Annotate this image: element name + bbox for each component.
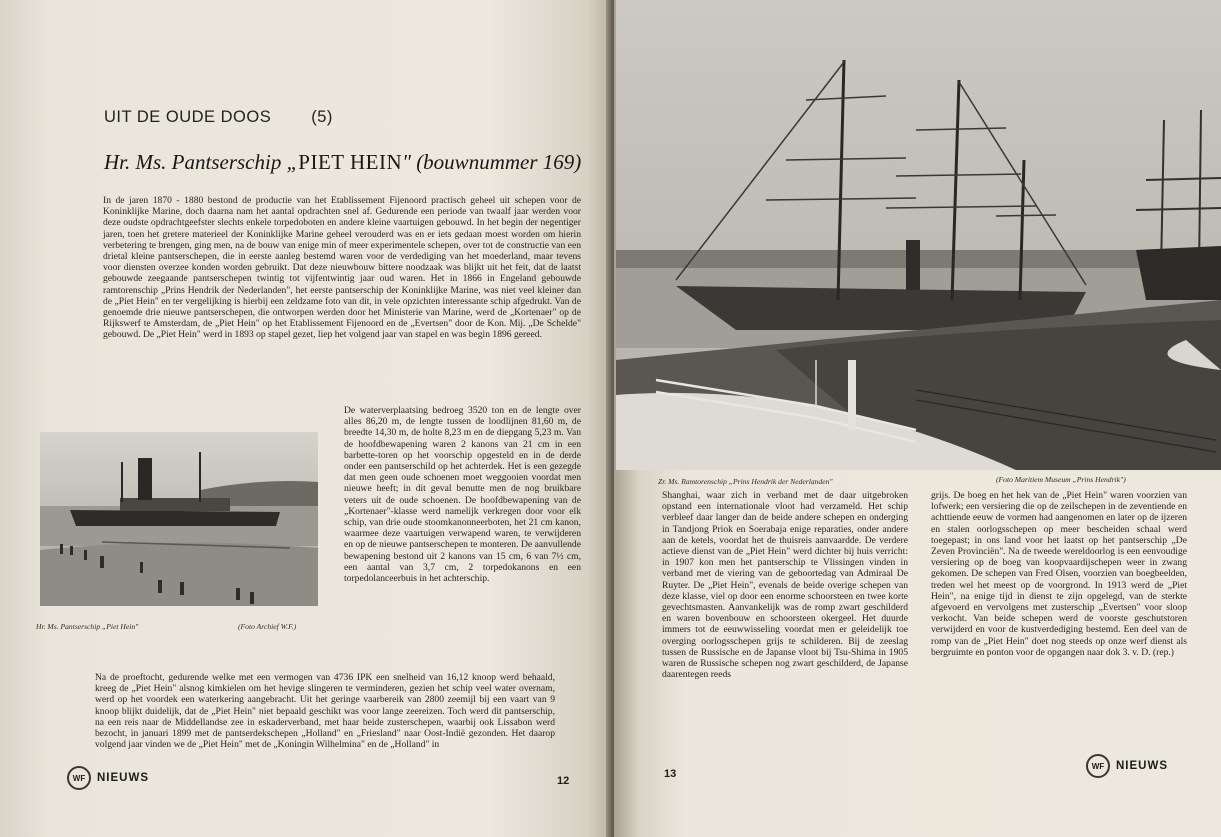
series-title: [104, 108, 333, 127]
photo-caption-right: Zr. Ms. Ramtorenschip „Prins Hendrik der Nederlanden": [658, 477, 833, 486]
prins-hendrik-photo: [616, 0, 1221, 470]
intro-paragraph: In de jaren 1870 - 1880 bestond de productie van het Etablissement Fijenoord practisch geheel uit schepen voor de Koninklijke Marine, doch daarna nam het aantal opdrachten snel af. Gedurende een periode van twaalf jaar werden voor deze oudste opdrachtgeefster slechts enkele torpedoboten en andere kleine vaartuigen gebouwd. In het begin der negentiger jaren, toen het gretere materieel der Koninklijke Marine geheel verouderd was en er iets gedaan moest worden om hierin verbetering te brengen, ging men, na de bouw van enige min of meer experimentele schepen, over tot de constructie van een drietal kleine pantserschepen, die in eerste aanleg bestemd waren voor de verdediging van het moederland, maar tevens voor diensten overzee konden worden gebruikt. Dat deze nieuwbouw bittere noodzaak was blijkt uit het feit, dat de laatst gebouwde zeegaande pantserschepen twintig tot vijfentwintig jaar oud waren. Het in 1866 in Engeland gebouwde ramtorenschip „Prins Hendrik der Nederlanden", het eerste pantserschip der Koninklijke Marine, was niet veel kleiner dan de „Piet Hein" en ter vergelijking is hierbij een zeldzame foto van dit, in vele opzichten interessante schip afgedrukt. Van de genoemde drie nieuwe pantserschepen, die ontworpen werden door het Ministerie van Marine, werd de „Kortenaer" op de Rijkswerf te Amsterdam, de „Piet Hein" op het Etablissement Fijenoord en de „Evertsen" door de Kon. Mij. „De Schelde" gebouwd. De „Piet Hein" werd in 1893 op stapel gezet, liep het volgend jaar van stapel en was begin 1896 gereed.: [103, 195, 581, 341]
article-headline: [104, 150, 581, 175]
lower-paragraph: Na de proeftocht, gedurende welke met een vermogen van 4736 IPK een snelheid van 16,12 knoop werd behaald, kreeg de „Piet Hein" alsnog kimkielen om het hevige slingeren te verminderen, gezien het schip veel water overnam, werd op het voordek een waterkering aangebracht. Uit het geringe vaarbereik van 2800 zeemijl bij een vaart van 9 knoop blijkt duidelijk, dat de „Piet Hein" niet bepaald geschikt was voor lange zeereizen. Toch werd dit pantserschip, na een reis naar de Middellandse zee in eskaderverband, met haar beide zusterschepen, waarbij ook Lissabon werd bezocht, in januari 1899 met de pantserdekschepen „Holland" en „Friesland" naar Oost-Indië gezonden. Het daarop volgend jaar vinden we de „Piet Hein" met de „Koningin Wilhelmina" en de „Holland" in: [95, 672, 555, 751]
photo-credit-right: (Foto Maritiem Museum „Prins Hendrik"): [996, 475, 1126, 484]
photo-credit-left: (Foto Archief W.F.): [238, 622, 297, 631]
page-number-left: 12: [557, 775, 570, 787]
right-column-1: Shanghai, waar zich in verband met de daar uitgebroken opstand een internationale vloot had verzameld. Het schip verbleef daar langer dan de beide andere schepen en onderging in Tandjong Priok en Soerabaja enige reparaties, onder andere aan de ketels, voordat het de thuisreis aanvaardde. De verdere actieve dienst van de „Piet Hein" werd dichter bij huis verricht: in 1907 kon men het pantserschip te Vlissingen vinden in verband met de viering van de geboortedag van Admiraal De Ruyter. De „Piet Hein", evenals de beide overige schepen van deze klasse, viel op door een enorme schoorsteen en twee korte gevechtsmasten. Aanvankelijk was de romp zwart geschilderd en waren bovenbouw en schoorsteen okergeel. Het duurde immers tot de eeuwwisseling voordat men er geleidelijk toe overging oorlogsschepen grijs te schilderen. Bij de zeeslag tussen de Russische en de Japanse vloot bij Tsu-Shima in 1905 waren de Russische schepen nog zwart geschilderd, de Japanse daarentegen reeds: [662, 490, 908, 681]
headline-ship: PIET HEIN: [298, 150, 403, 174]
photo-caption-left: Hr. Ms. Pantserschip „Piet Hein": [36, 622, 139, 631]
series-title-text: UIT DE OUDE DOOS: [104, 108, 272, 126]
page-number-right: 13: [664, 768, 677, 780]
footer-left: [67, 766, 149, 790]
footer-word: NIEUWS: [1116, 760, 1168, 772]
right-page: [614, 0, 1221, 837]
footer-word: NIEUWS: [97, 772, 149, 784]
headline-suffix: " (bouwnummer 169): [402, 150, 582, 174]
headline-prefix: Hr. Ms. Pantserschip „: [104, 150, 299, 174]
piet-hein-photo: [40, 432, 318, 606]
footer-right: [1086, 754, 1168, 778]
right-column-2: grijs. De boeg en het hek van de „Piet Hein" waren voorzien van lofwerk; een versiering die op de zeilschepen in de zeventiende en achttiende eeuw de vormen had aangenomen en later op de ijzeren en stalen oorlogsschepen op meer bescheiden schaal werd toegepast; in ons land voor het laatst op het pantserschip „De Zeven Provinciën". Na de tweede wereldoorlog is een eenvoudige versiering op de boeg van koopvaardijschepen weer in zwang gekomen. De schepen van Fred Olsen, voorzien van boegbeelden, treden wel het meest op de voorgrond. In 1913 werd de „Piet Hein", na enige tijd in dienst te zijn opgelegd, van de sterkte afgevoerd en vervolgens met zusterschip „Evertsen" voor sloop verkocht. Van beide schepen werd de voorste geschutstoren verwijderd en voor de kustverdediging bestemd. Een deel van de romp van de „Piet Hein" doet nog steeds op onze werf dienst als bergruimte en ponton voor de opgangen naar dok 3. v. D. (rep.): [931, 490, 1187, 658]
specs-column: De waterverplaatsing bedroeg 3520 ton en de lengte over alles 86,20 m, de lengte tussen de loodlijnen 81,60 m, de breedte 14,30 m, de holte 8,23 m en de diepgang 5,23 m. Van de hoofdbewapening waren 2 kanons van 21 cm in een barbette-toren op het voorschip opgesteld en in de derde onder een pantserschild op het achterdek. Het is een gezegde dat men geen oude schoenen moet weggooien voordat men nieuwe heeft; in dit geval benutte men de nog bruikbare veters uit de oude schoenen. De hoofdbewapening van de „Kortenaer"-klasse werd namelijk verkregen door voor elk schip, van drie oude stoomkanonneerboten, het 21 cm kanon, waarmee deze vaartuigen verwapend waren, te verwijderen en op de nieuwe pantserschepen te monteren. De aanvullende bewapening bestond uit 2 kanons van 15 cm, 6 van 7½ cm, een aantal van 3,7 cm, 2 torpedokanons en een torpedolanceerbuis in het achterschip.: [344, 405, 581, 585]
series-number: (5): [311, 108, 333, 126]
wf-logo-icon: WF: [1086, 754, 1110, 778]
wf-logo-icon: WF: [67, 766, 91, 790]
